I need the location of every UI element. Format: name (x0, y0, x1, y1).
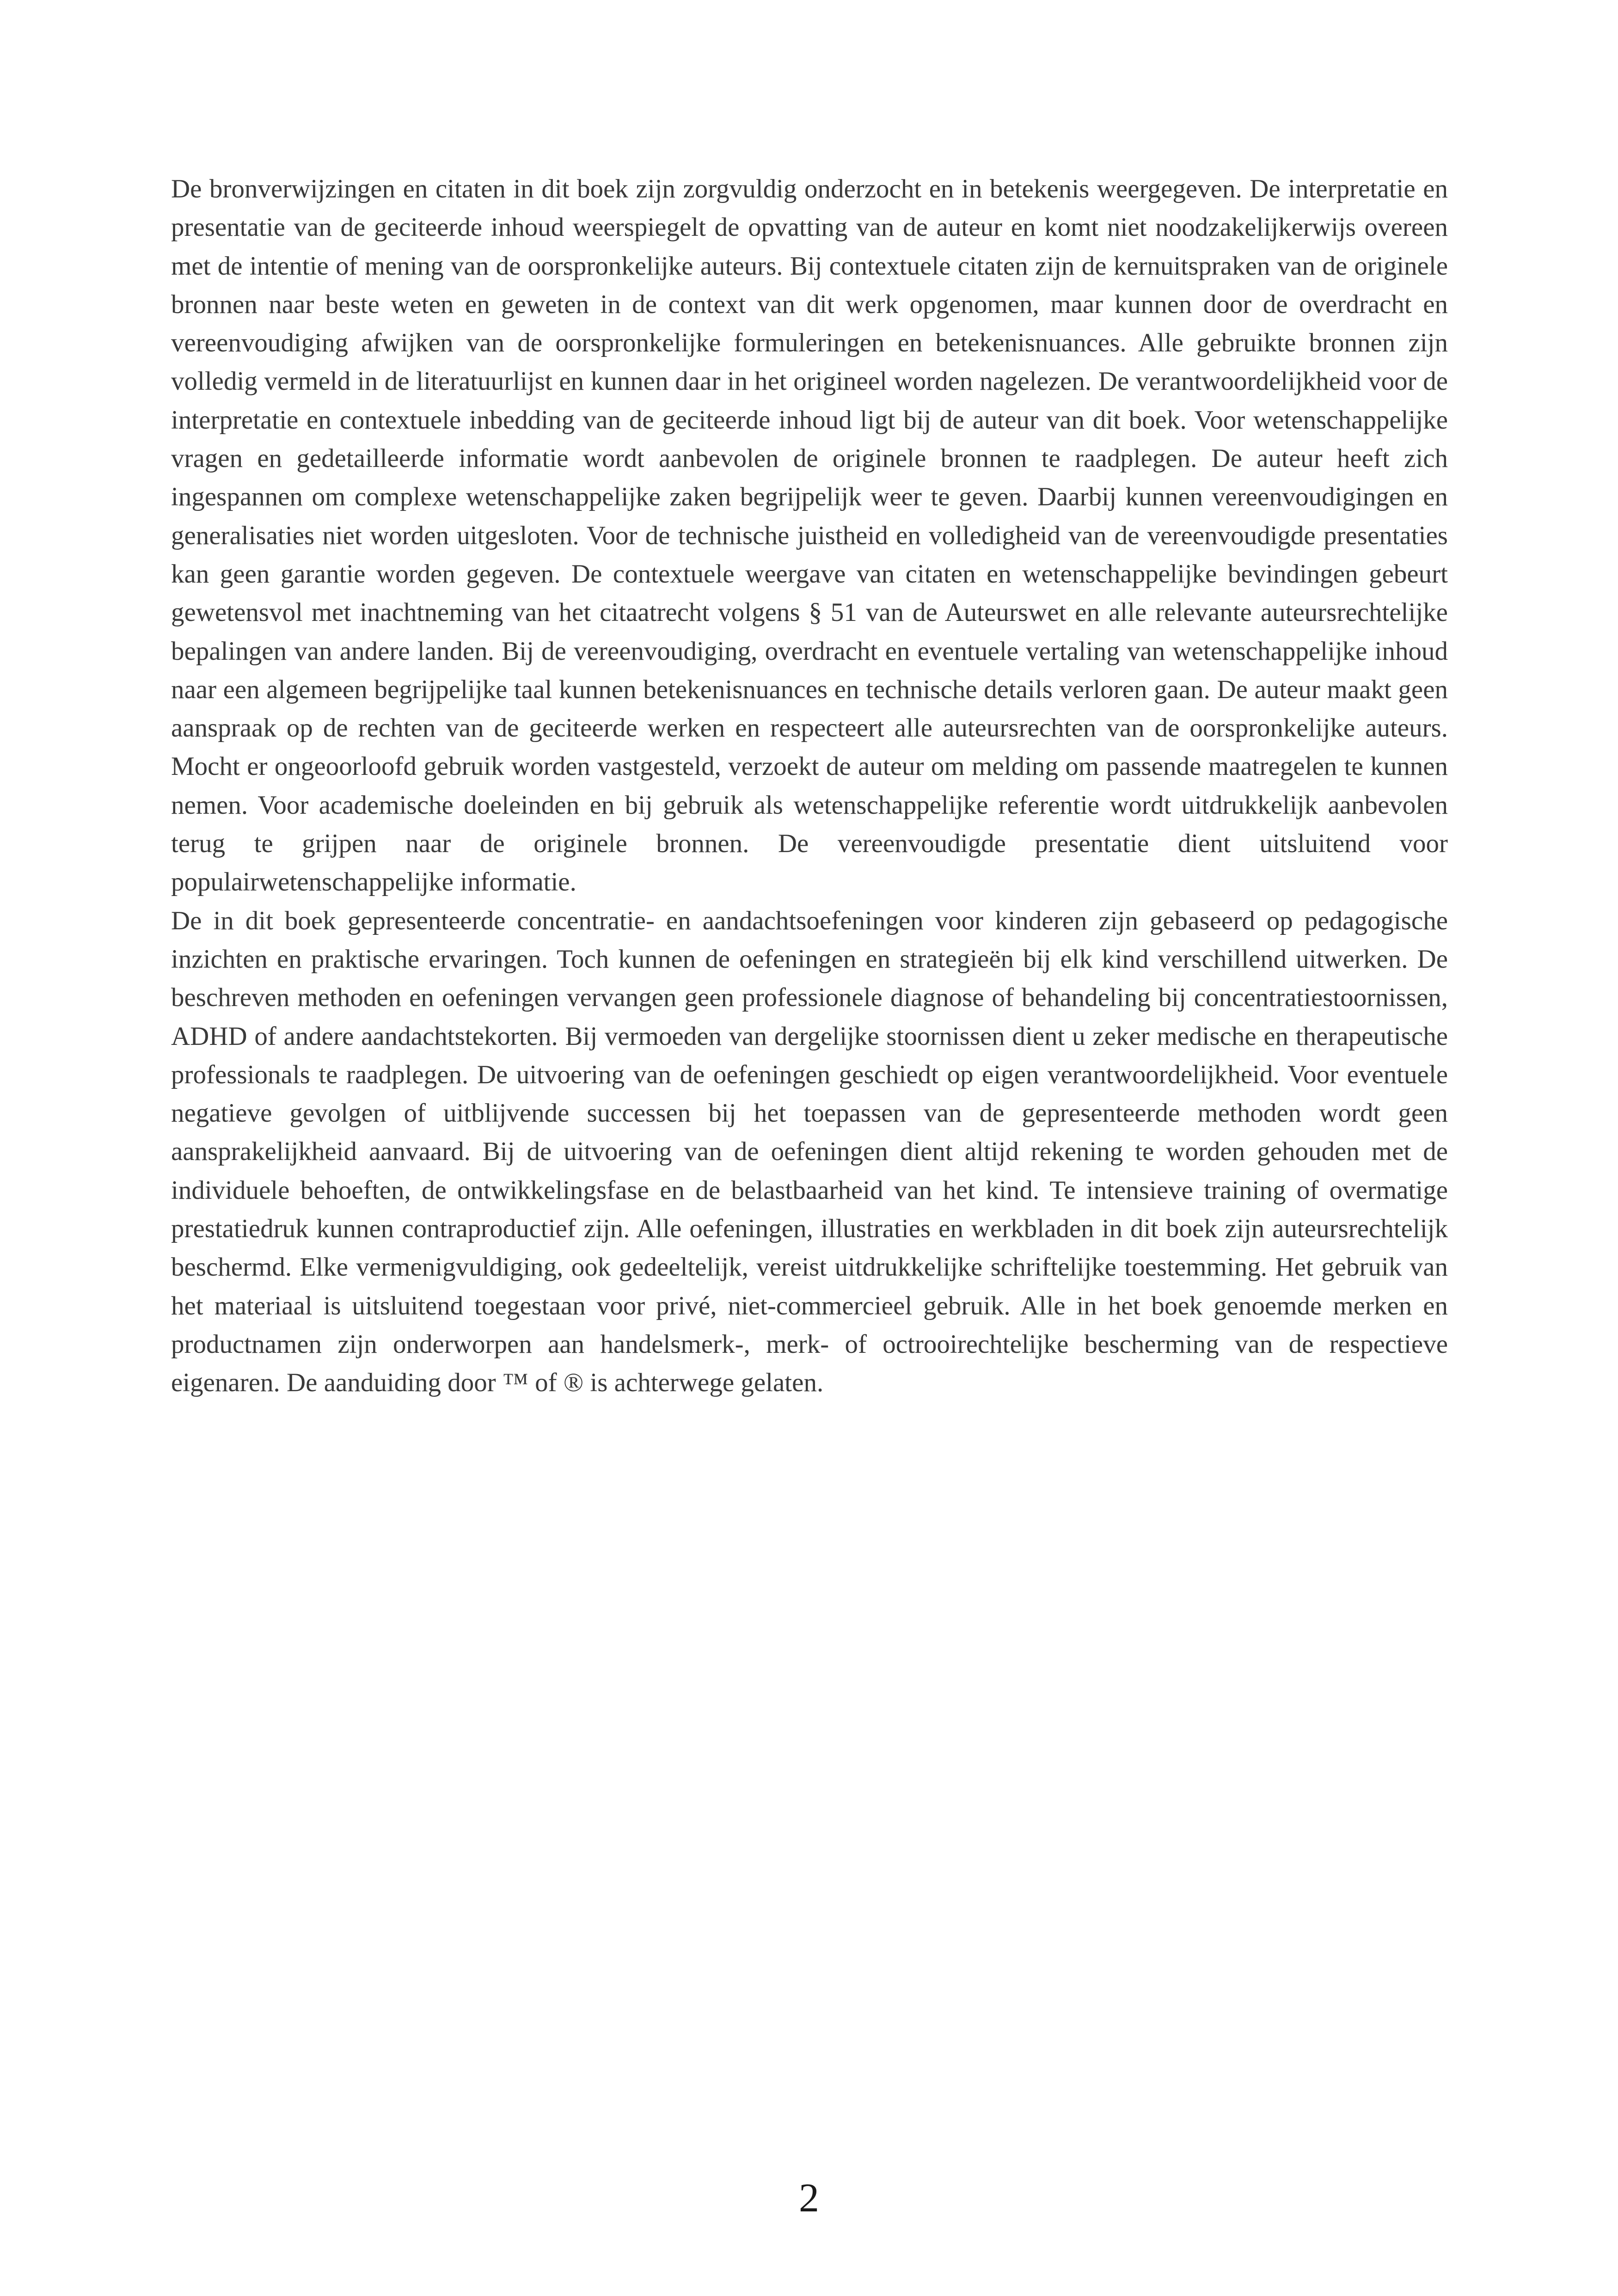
page-number: 2 (799, 2176, 819, 2221)
disclaimer-paragraph-exercises: De in dit boek gepresenteerde concentratie- en aandachtsoefeningen voor kinderen zijn gebaseerd op pedagogische inzichten en praktische ervaringen. Toch kunnen de oefeningen en strategieën bij elk kind verschillend uitwerken. De beschreven methoden en oefeningen vervangen geen professionele diagnose of behandeling bij concentratiestoornissen, ADHD of andere aandachtstekorten. Bij vermoeden van dergelijke stoornissen dient u zeker medische en therapeutische professionals te raadplegen. De uitvoering van de oefeningen geschiedt op eigen verantwoordelijkheid. Voor eventuele negatieve gevolgen of uitblijvende successen bij het toepassen van de gepresenteerde methoden wordt geen aansprakelijkheid aanvaard. Bij de uitvoering van de oefeningen dient altijd rekening te worden gehouden met de individuele behoeften, de ontwikkelingsfase en de belastbaarheid van het kind. Te intensieve training of overmatige prestatiedruk kunnen contraproductief zijn. Alle oefeningen, illustraties en werkbladen in dit boek zijn auteursrechtelijk beschermd. Elke vermenigvuldiging, ook gedeeltelijk, vereist uitdrukkelijke schriftelijke toestemming. Het gebruik van het materiaal is uitsluitend toegestaan voor privé, niet-commercieel gebruik. Alle in het boek genoemde merken en productnamen zijn onderworpen aan handelsmerk-, merk- of octrooirechtelijke bescherming van de respectieve eigenaren. De aanduiding door ™ of ® is achterwege gelaten. (171, 906, 1448, 1398)
disclaimer-paragraph-sources: De bronverwijzingen en citaten in dit boek zijn zorgvuldig onderzocht en in betekenis weergegeven. De interpretatie en presentatie van de geciteerde inhoud weerspiegelt de opvatting van de auteur en komt niet noodzakelijkerwijs overeen met de intentie of mening van de oorspronkelijke auteurs. Bij contextuele citaten zijn de kernuitspraken van de originele bronnen naar beste weten en geweten in de context van dit werk opgenomen, maar kunnen door de overdracht en vereenvoudiging afwijken van de oorspronkelijke formuleringen en betekenisnuances. Alle gebruikte bronnen zijn volledig vermeld in de literatuurlijst en kunnen daar in het origineel worden nagelezen. De verantwoordelijkheid voor de interpretatie en contextuele inbedding van de geciteerde inhoud ligt bij de auteur van dit boek. Voor wetenschappelijke vragen en gedetailleerde informatie wordt aanbevolen de originele bronnen te raadplegen. De auteur heeft zich ingespannen om complexe wetenschappelijke zaken begrijpelijk weer te geven. Daarbij kunnen vereenvoudigingen en generalisaties niet worden uitgesloten. Voor de technische juistheid en volledigheid van de vereenvoudigde presentaties kan geen garantie worden gegeven. De contextuele weergave van citaten en wetenschappelijke bevindingen gebeurt gewetensvol met inachtneming van het citaatrecht volgens § 51 van de Auteurswet en alle relevante auteursrechtelijke bepalingen van andere landen. Bij de vereenvoudiging, overdracht en eventuele vertaling van wetenschappelijke inhoud naar een algemeen begrijpelijke taal kunnen betekenisnuances en technische details verloren gaan. De auteur maakt geen aanspraak op de rechten van de geciteerde werken en respecteert alle auteursrechten van de oorspronkelijke auteurs. Mocht er ongeoorloofd gebruik worden vastgesteld, verzoekt de auteur om melding om passende maatregelen te kunnen nemen. Voor academische doeleinden en bij gebruik als wetenschappelijke referentie wordt uitdrukkelijk aanbevolen terug te grijpen naar de originele bronnen. De vereenvoudigde presentatie dient uitsluitend voor populairwetenschappelijke informatie. (171, 174, 1448, 897)
body-text (171, 170, 1448, 1402)
